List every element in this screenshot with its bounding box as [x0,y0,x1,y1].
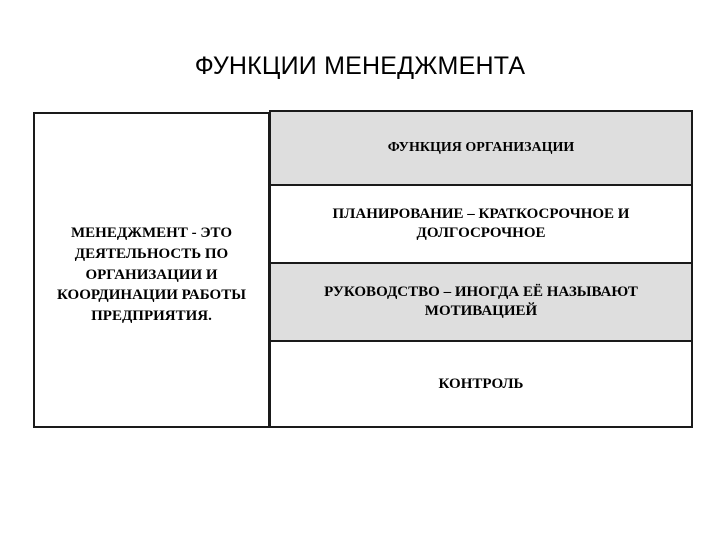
function-box-control [269,340,693,428]
definition-text: МЕНЕДЖМЕНТ - ЭТО ДЕЯТЕЛЬНОСТЬ ПО ОРГАНИЗАЦИИ И КООРДИНАЦИИ РАБОТЫ ПРЕДПРИЯТИЯ. [57,225,246,325]
definition-box [33,112,270,428]
page-title: ФУНКЦИИ МЕНЕДЖМЕНТА [194,52,526,80]
function-label-organization: ФУНКЦИЯ ОРГАНИЗАЦИИ [387,140,575,156]
function-label-control: КОНТРОЛЬ [438,375,524,392]
function-label-planning: ПЛАНИРОВАНИЕ – КРАТКОСРОЧНОЕ И ДОЛГОСРОЧНОЕ [332,206,630,241]
function-box-leadership [269,262,693,342]
function-box-planning [269,184,693,264]
functions-column [269,110,693,428]
function-label-leadership: РУКОВОДСТВО – ИНОГДА ЕЁ НАЗЫВАЮТ МОТИВАЦИЕЙ [324,284,638,319]
function-box-organization [269,110,693,186]
